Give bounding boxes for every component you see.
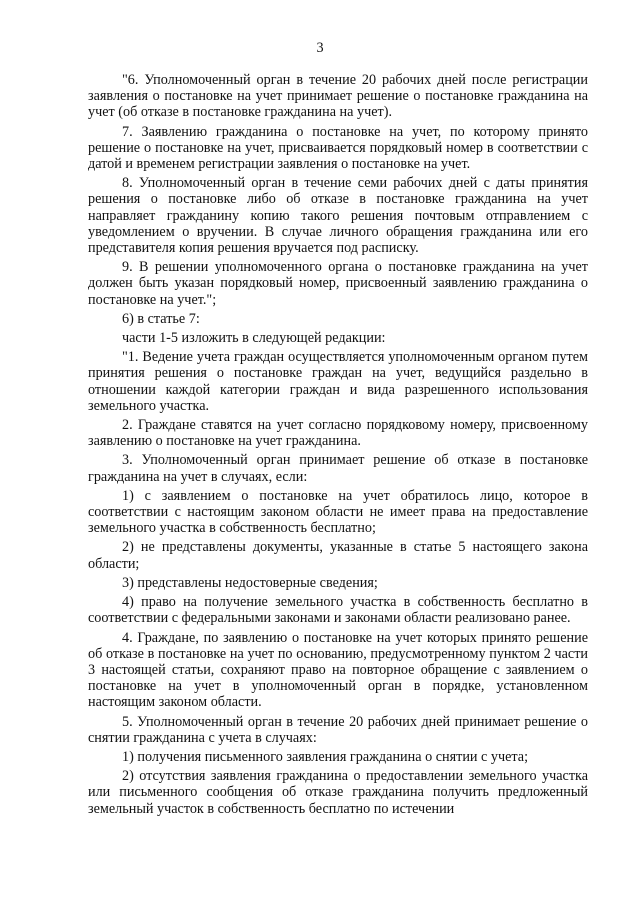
document-body <box>88 72 588 817</box>
paragraph-6: "6. Уполномоченный орган в течение 20 рабочих дней после регистрации заявления о постановке на учет принимает решение о постановке гражданина на учет (об отказе в постановке гражданина на учет). <box>88 72 588 121</box>
paragraph-parts-intro: части 1-5 изложить в следующей редакции: <box>122 330 386 347</box>
paragraph-part-5-item-2: 2) отсутствия заявления гражданина о предоставлении земельного участка или письменного сообщения об отказе гражданина получить предложенный земельный участок в собственность бесплатно по истечении <box>88 768 588 817</box>
paragraph-8: 8. Уполномоченный орган в течение семи рабочих дней с даты принятия решения о постановке либо об отказе в постановке гражданина на учет направляет гражданину копию такого решения почтовым отправлением с уведомлением о вручении. В случае личного обращения гражданина или его представителя копия решения вручается под расписку. <box>88 175 588 257</box>
paragraph-part-3-item-3: 3) представлены недостоверные сведения; <box>122 574 378 591</box>
paragraph-part-4: 4. Граждане, по заявлению о постановке на учет которых принято решение об отказе в постановке на учет по основанию, предусмотренному пунктом 2 части 3 настоящей статьи, сохраняют право на повторное обращение с заявлением о постановке на учет в уполномоченный орган в порядке, установленном настоящим законом области. <box>88 629 588 711</box>
page-number: 3 <box>316 40 324 56</box>
paragraph-part-5-item-1: 1) получения письменного заявления гражданина о снятии с учета; <box>122 748 529 765</box>
paragraph-part-2: 2. Граждане ставятся на учет согласно порядковому номеру, присвоенному заявлению о постановке на учет гражданина. <box>88 417 588 450</box>
paragraph-part-3: 3. Уполномоченный орган принимает решение об отказе в постановке гражданина на учет в случаях, если: <box>88 452 588 485</box>
paragraph-9: 9. В решении уполномоченного органа о постановке гражданина на учет должен быть указан порядковый номер, присвоенный заявлению гражданина о постановке на учет."; <box>88 259 588 308</box>
paragraph-7: 7. Заявлению гражданина о постановке на учет, по которому принято решение о постановке на учет, присваивается порядковый номер в соответствии с датой и временем регистрации заявления о постановке на учет. <box>88 123 588 173</box>
paragraph-part-1: "1. Ведение учета граждан осуществляется уполномоченным органом путем принятия решения о постановке граждан на учет, ведущийся раздельно в отношении каждой категории граждан и вида разрешенного использования земельного участка. <box>88 349 588 414</box>
paragraph-part-3-item-1: 1) с заявлением о постановке на учет обратилось лицо, которое в соответствии с настоящим законом области не имеет права на предоставление земельного участка в собственность бесплатно; <box>88 487 588 537</box>
paragraph-part-3-item-4: 4) право на получение земельного участка в собственность бесплатно в соответствии с федеральными законами и законами области реализовано ранее. <box>88 594 588 627</box>
paragraph-article-7-header: 6) в статье 7: <box>122 310 200 327</box>
paragraph-part-3-item-2: 2) не представлены документы, указанные в статье 5 настоящего закона области; <box>88 539 588 572</box>
paragraph-part-5: 5. Уполномоченный орган в течение 20 рабочих дней принимает решение о снятии гражданина с учета в случаях: <box>88 713 588 746</box>
